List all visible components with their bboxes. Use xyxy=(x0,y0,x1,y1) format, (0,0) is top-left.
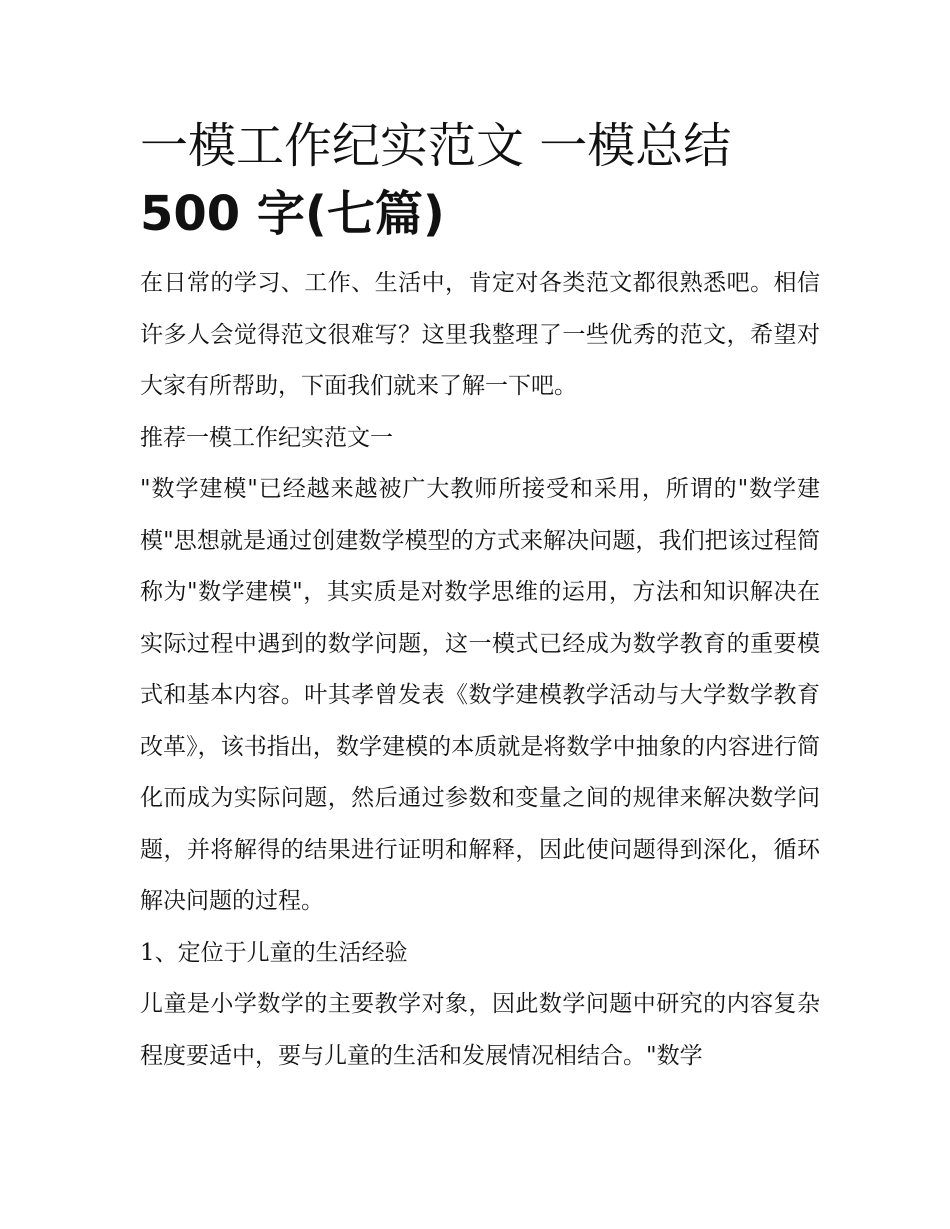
title-line-1: 一模工作纪实范文 一模总结 xyxy=(140,118,732,174)
subsection-heading-1: 1、定位于儿童的生活经验 xyxy=(140,939,408,966)
document-body xyxy=(140,258,820,1082)
document-title xyxy=(140,112,820,248)
intro-paragraph: 在日常的学习、工作、生活中，肯定对各类范文都很熟悉吧。相信许多人会觉得范文很难写？这里我整理了一些优秀的范文，希望对大家有所帮助，下面我们就来了解一下吧。 xyxy=(140,270,820,399)
document-page xyxy=(140,112,820,1082)
body-paragraph-1: "数学建模"已经越来越被广大教师所接受和采用，所谓的"数学建模"思想就是通过创建数学模型的方式来解决问题，我们把该过程简称为"数学建模"，其实质是对数学思维的运用，方法和知识解决在实际过程中遇到的数学问题，这一模式已经成为数学教育的重要模式和基本内容。叶其孝曾发表《数学建模教学活动与大学数学教育改革》，该书指出，数学建模的本质就是将数学中抽象的内容进行简化而成为实际问题，然后通过参数和变量之间的规律来解决数学问题，并将解得的结果进行证明和解释，因此使问题得到深化，循环解决问题的过程。 xyxy=(140,476,820,914)
title-number: 500 xyxy=(140,186,241,242)
body-paragraph-2: 儿童是小学数学的主要教学对象，因此数学问题中研究的内容复杂程度要适中，要与儿童的生活和发展情况相结合。"数学 xyxy=(140,991,820,1069)
title-line-2: 字(七篇) xyxy=(240,186,445,242)
section-heading-1: 推荐一模工作纪实范文一 xyxy=(140,424,393,451)
